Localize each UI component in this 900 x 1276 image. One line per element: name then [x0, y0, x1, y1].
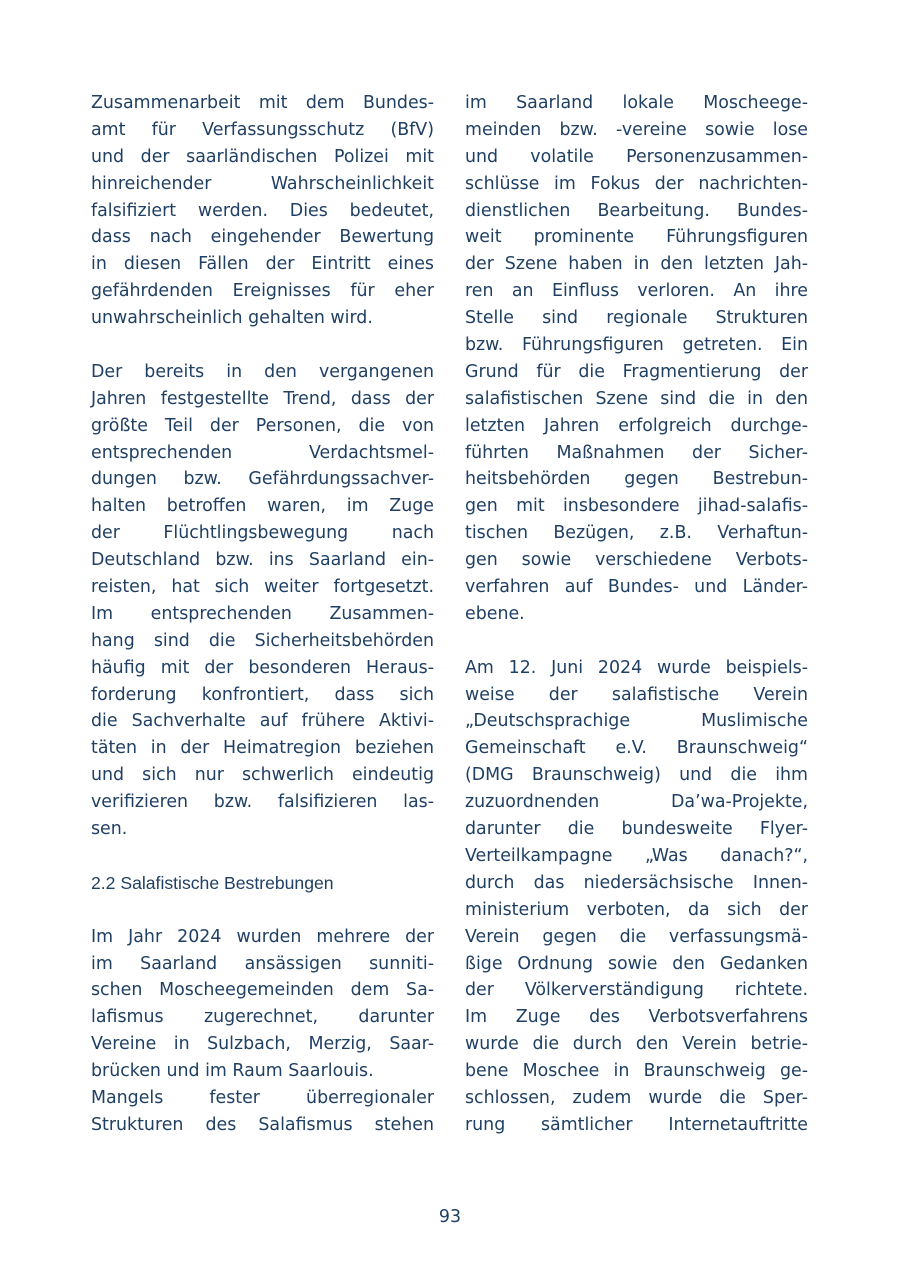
text-line: Vereine in Sulzbach, Merzig, Saar-	[91, 1034, 434, 1055]
text-line: in diesen Fällen der Eintritt eines	[91, 254, 434, 275]
text-line: falsifiziert werden. Dies bedeutet,	[91, 200, 434, 221]
text-line: Verein gegen die verfassungsmä-	[465, 926, 808, 947]
text-line: schen Moscheegemeinden dem Sa-	[91, 980, 434, 1001]
text-line: tischen Bezügen, z.B. Verhaftun-	[465, 523, 808, 544]
text-line: ebene.	[465, 603, 525, 624]
text-line: amt für Verfassungsschutz (BfV)	[91, 119, 434, 140]
text-line: täten in der Heimatregion beziehen	[91, 738, 434, 759]
text-line: entsprechenden Verdachtsmel-	[91, 442, 434, 463]
text-line: verifizieren bzw. falsifizieren las-	[91, 792, 434, 813]
text-line: im Saarland ansässigen sunniti-	[91, 953, 434, 974]
text-line: der Szene haben in den letzten Jah-	[465, 254, 808, 275]
text-line: der Völkerverständigung richtete.	[465, 980, 808, 1001]
text-line: „Deutschsprachige Muslimische	[465, 711, 808, 732]
text-line: verfahren auf Bundes- und Länder-	[465, 577, 808, 598]
text-line: heitsbehörden gegen Bestrebun-	[465, 469, 808, 490]
text-line: ministerium verboten, da sich der	[465, 899, 808, 920]
paragraph-structures	[91, 1085, 434, 1139]
text-line: führten Maßnahmen der Sicher-	[465, 442, 808, 463]
text-line: ßige Ordnung sowie den Gedanken	[465, 953, 808, 974]
text-line: Stelle sind regionale Strukturen	[465, 308, 808, 329]
text-line: forderung konfrontiert, dass sich	[91, 684, 434, 705]
text-line: bzw. Führungsfiguren getreten. Ein	[465, 335, 808, 356]
text-line: Der bereits in den vergangenen	[91, 361, 434, 382]
text-line: schlossen, zudem wurde die Sper-	[465, 1087, 808, 1108]
text-line: dass nach eingehender Bewertung	[91, 227, 434, 248]
paragraph-gap	[91, 897, 434, 924]
text-line: Grund für die Fragmentierung der	[465, 361, 808, 382]
text-line: dienstlichen Bearbeitung. Bundes-	[465, 200, 808, 221]
paragraph-gap	[91, 843, 434, 870]
text-line: Zusammenarbeit mit dem Bundes-	[91, 93, 434, 113]
text-line: Verteilkampagne „Was danach?“,	[465, 845, 808, 866]
text-line: und volatile Personenzusammen-	[465, 146, 808, 167]
text-line: Im Zuge des Verbotsverfahrens	[465, 1007, 808, 1028]
text-line: (DMG Braunschweig) und die ihm	[465, 765, 808, 786]
text-line: größte Teil der Personen, die von	[91, 415, 434, 436]
paragraph-gap	[91, 332, 434, 359]
text-line: brücken und im Raum Saarlouis.	[91, 1061, 374, 1082]
text-line: letzten Jahren erfolgreich durchge-	[465, 415, 808, 436]
text-line: Strukturen des Salafismus stehen	[91, 1114, 434, 1135]
text-line: reisten, hat sich weiter fortgesetzt.	[91, 577, 434, 598]
text-line: Deutschland bzw. ins Saarland ein-	[91, 550, 434, 571]
text-line: die Sachverhalte auf frühere Aktivi-	[91, 711, 434, 732]
text-line: darunter die bundesweite Flyer-	[465, 819, 808, 840]
right-column	[465, 90, 808, 1139]
text-line: Mangels fester überregionaler	[91, 1087, 434, 1108]
text-line: gefährdenden Ereignisses für eher	[91, 281, 434, 302]
text-line: Gemeinschaft e.V. Braunschweig“	[465, 738, 808, 759]
text-line: der Flüchtlingsbewegung nach	[91, 523, 434, 544]
text-line: hang sind die Sicherheitsbehörden	[91, 630, 434, 651]
paragraph-verification	[91, 90, 434, 332]
section-heading: 2.2 Salafistische Bestrebungen	[91, 872, 334, 893]
text-line: zuzuordnenden Da’wa-Projekte,	[465, 792, 808, 813]
text-line: und sich nur schwerlich eindeutig	[91, 765, 434, 786]
paragraph-gap	[465, 628, 808, 655]
page-number: 93	[438, 1207, 462, 1227]
text-line: schlüsse im Fokus der nachrichten-	[465, 173, 808, 194]
text-line: dungen bzw. Gefährdungssachver-	[91, 469, 434, 490]
text-line: bene Moschee in Braunschweig ge-	[465, 1061, 808, 1082]
text-line: gen sowie verschiedene Verbots-	[465, 550, 808, 571]
text-line: sen.	[91, 819, 128, 840]
text-line: meinden bzw. -vereine sowie lose	[465, 119, 808, 140]
text-line: weise der salafistische Verein	[465, 684, 808, 705]
text-line: Am 12. Juni 2024 wurde beispiels-	[465, 657, 808, 678]
text-line: und der saarländischen Polizei mit	[91, 146, 434, 167]
text-line: Im entsprechenden Zusammen-	[91, 603, 434, 624]
text-line: hinreichender Wahrscheinlichkeit	[91, 173, 434, 194]
paragraph-local-communities	[465, 90, 808, 628]
paragraph-dmg-ban	[465, 655, 808, 1139]
left-column	[91, 90, 434, 1139]
text-line: gen mit insbesondere jihad-salafis-	[465, 496, 808, 517]
text-line: ren an Einfluss verloren. An ihre	[465, 281, 808, 302]
text-line: Jahren festgestellte Trend, dass der	[91, 388, 434, 409]
text-line: salafistischen Szene sind die in den	[465, 388, 808, 409]
paragraph-salafist-mosques	[91, 924, 434, 1085]
text-line: halten betroffen waren, im Zuge	[91, 496, 434, 517]
text-line: wurde die durch den Verein betrie-	[465, 1034, 808, 1055]
text-line: rung sämtlicher Internetauftritte	[465, 1114, 808, 1135]
text-line: lafismus zugerechnet, darunter	[91, 1007, 434, 1028]
paragraph-refugee-trend	[91, 359, 434, 843]
text-line: weit prominente Führungsfiguren	[465, 227, 808, 248]
text-line: im Saarland lokale Moscheege-	[465, 93, 808, 113]
text-line: durch das niedersächsische Innen-	[465, 872, 808, 893]
text-line: Im Jahr 2024 wurden mehrere der	[91, 926, 434, 947]
text-line: häufig mit der besonderen Heraus-	[91, 657, 434, 678]
text-line: unwahrscheinlich gehalten wird.	[91, 308, 373, 329]
